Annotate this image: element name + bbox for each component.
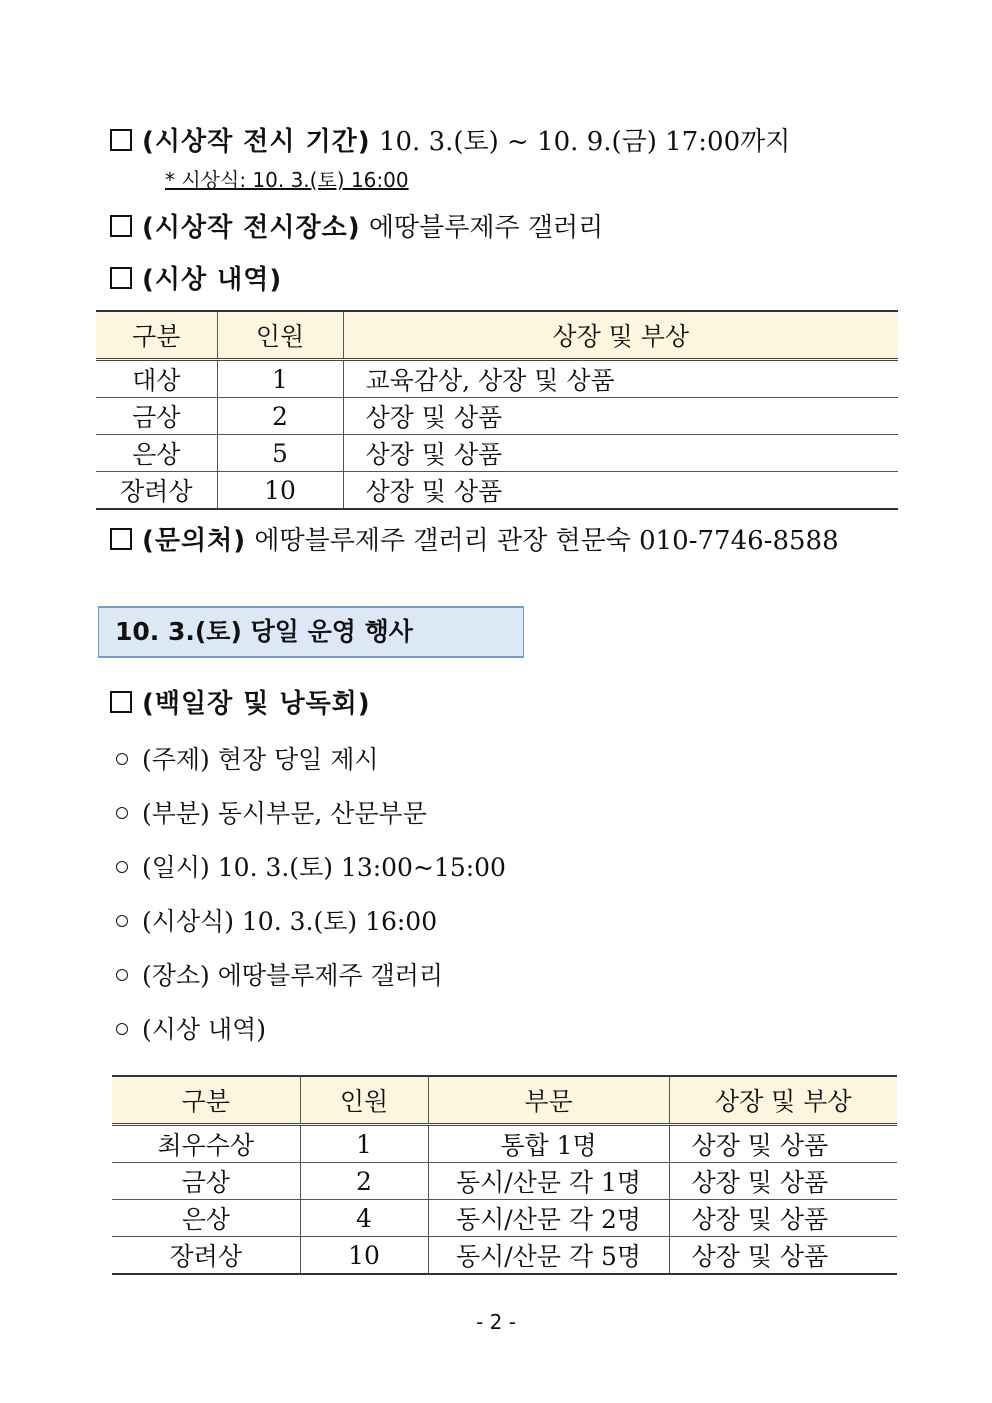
cell-category: 장려상 xyxy=(112,1237,300,1275)
checkbox-square-icon xyxy=(110,215,132,237)
exhibition-period-line xyxy=(110,126,790,158)
circle-bullet-icon xyxy=(116,807,128,819)
checkbox-square-icon xyxy=(110,267,132,289)
list-item xyxy=(116,852,506,884)
section-banner xyxy=(98,606,524,658)
cell-category: 은상 xyxy=(112,1200,300,1237)
table-header-row xyxy=(112,1076,897,1125)
cell-count: 4 xyxy=(300,1200,428,1237)
checkbox-square-icon xyxy=(110,129,132,151)
cell-category: 장려상 xyxy=(96,472,217,510)
table-row xyxy=(96,435,898,472)
cell-division: 동시/산문 각 5명 xyxy=(428,1237,669,1275)
event-label: (백일장 및 낭독회) xyxy=(142,689,371,719)
table-row xyxy=(96,472,898,510)
table-row xyxy=(112,1200,897,1237)
header-count: 인원 xyxy=(217,311,343,360)
list-item-text: (장소) 에땅블루제주 갤러리 xyxy=(142,961,444,990)
cell-count: 1 xyxy=(300,1125,428,1163)
checkbox-square-icon xyxy=(110,691,132,713)
header-count: 인원 xyxy=(300,1076,428,1125)
list-item-text: (부분) 동시부문, 산문부문 xyxy=(142,799,427,828)
exhibition-venue-line xyxy=(110,212,603,244)
awards-table-1 xyxy=(96,310,898,510)
table-row xyxy=(112,1163,897,1200)
cell-division: 동시/산문 각 2명 xyxy=(428,1200,669,1237)
table-row xyxy=(96,360,898,398)
cell-prize: 상장 및 상품 xyxy=(669,1125,897,1163)
venue-label: (시상작 전시장소) xyxy=(142,213,361,243)
header-division: 부문 xyxy=(428,1076,669,1125)
list-item xyxy=(116,906,437,938)
cell-count: 10 xyxy=(217,472,343,510)
event-heading-line xyxy=(110,688,371,720)
cell-category: 은상 xyxy=(96,435,217,472)
contact-line xyxy=(110,525,839,557)
cell-prize: 상장 및 상품 xyxy=(669,1200,897,1237)
cell-division: 통합 1명 xyxy=(428,1125,669,1163)
list-item-text: (주제) 현장 당일 제시 xyxy=(142,745,379,774)
checkbox-square-icon xyxy=(110,528,132,550)
cell-prize: 상장 및 상품 xyxy=(343,398,898,435)
cell-prize: 교육감상, 상장 및 상품 xyxy=(343,360,898,398)
contact-value: 에땅블루제주 갤러리 관장 현문숙 010-7746-8588 xyxy=(254,526,839,556)
list-item-text: (일시) 10. 3.(토) 13:00~15:00 xyxy=(142,853,506,882)
ceremony-note: * 시상식: 10. 3.(토) 16:00 xyxy=(165,168,409,192)
cell-category: 대상 xyxy=(96,360,217,398)
page-number: - 2 - xyxy=(476,1310,516,1334)
list-item xyxy=(116,1014,266,1046)
table-header-row xyxy=(96,311,898,360)
awards-table-2 xyxy=(112,1075,897,1275)
header-category: 구분 xyxy=(112,1076,300,1125)
cell-count: 5 xyxy=(217,435,343,472)
circle-bullet-icon xyxy=(116,753,128,765)
cell-prize: 상장 및 상품 xyxy=(343,435,898,472)
header-prize: 상장 및 부상 xyxy=(343,311,898,360)
cell-category: 금상 xyxy=(112,1163,300,1200)
circle-bullet-icon xyxy=(116,1023,128,1035)
section-banner-title: 10. 3.(토) 당일 운영 행사 xyxy=(115,617,413,646)
header-category: 구분 xyxy=(96,311,217,360)
cell-category: 금상 xyxy=(96,398,217,435)
period-value: 10. 3.(토) ~ 10. 9.(금) 17:00까지 xyxy=(378,127,791,157)
table-row xyxy=(112,1125,897,1163)
cell-count: 2 xyxy=(300,1163,428,1200)
table-row xyxy=(112,1237,897,1275)
venue-value: 에땅블루제주 갤러리 xyxy=(368,213,604,243)
contact-label: (문의처) xyxy=(142,526,247,556)
cell-count: 1 xyxy=(217,360,343,398)
awards-label: (시상 내역) xyxy=(142,265,283,295)
table-row xyxy=(96,398,898,435)
cell-count: 10 xyxy=(300,1237,428,1275)
list-item-text: (시상식) 10. 3.(토) 16:00 xyxy=(142,907,438,936)
awards-heading-line xyxy=(110,264,282,296)
list-item xyxy=(116,798,427,830)
header-prize: 상장 및 부상 xyxy=(669,1076,897,1125)
list-item xyxy=(116,960,443,992)
circle-bullet-icon xyxy=(116,969,128,981)
circle-bullet-icon xyxy=(116,861,128,873)
cell-prize: 상장 및 상품 xyxy=(343,472,898,510)
list-item-text: (시상 내역) xyxy=(142,1015,267,1044)
period-label: (시상작 전시 기간) xyxy=(142,127,371,157)
cell-prize: 상장 및 상품 xyxy=(669,1163,897,1200)
cell-division: 동시/산문 각 1명 xyxy=(428,1163,669,1200)
cell-category: 최우수상 xyxy=(112,1125,300,1163)
list-item xyxy=(116,744,379,776)
cell-prize: 상장 및 상품 xyxy=(669,1237,897,1275)
cell-count: 2 xyxy=(217,398,343,435)
circle-bullet-icon xyxy=(116,915,128,927)
